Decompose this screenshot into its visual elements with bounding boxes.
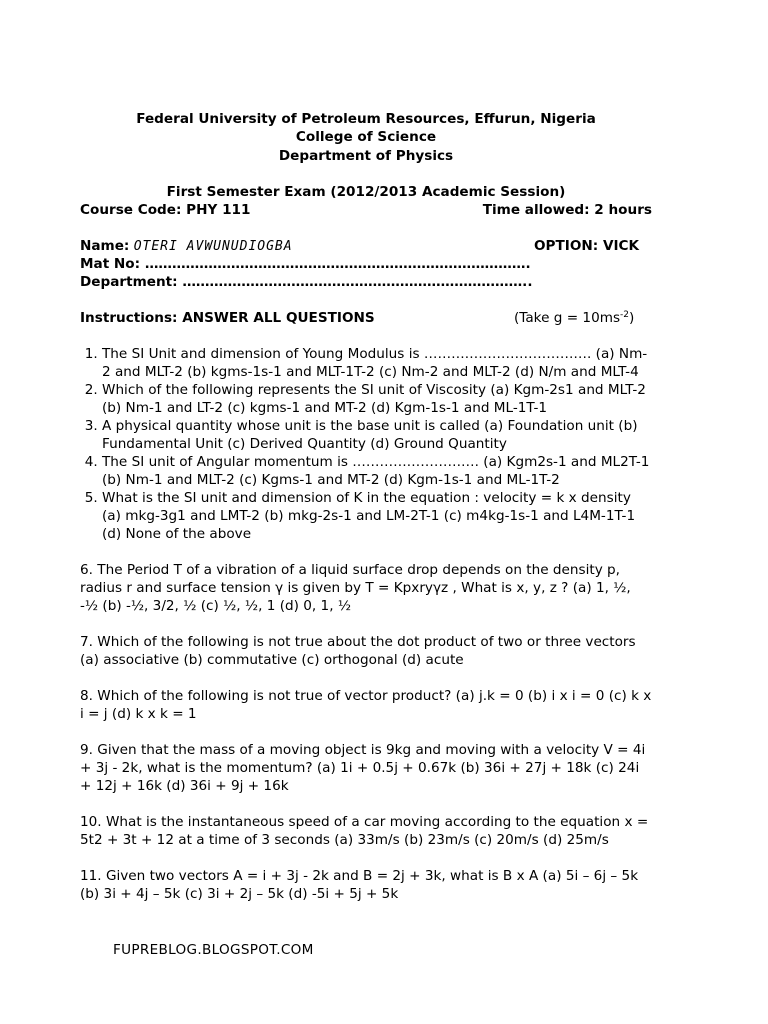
- question-10: 10. What is the instantaneous speed of a car moving according to the equation x = 5t2 + 3t + 12 at a time of 3 seconds (a) 33m/s (b) 23m/s (c) 20m/s (d) 25m/s: [80, 814, 649, 849]
- exam-title: First Semester Exam (2012/2013 Academic Session): [166, 183, 566, 200]
- q5-text: What is the SI unit and dimension of K in the equation : velocity = k x density (a) mkg-3g1 and LMT-2 (b) mkg-2s-1 and LM-2T-1 (c) m4kg-1s-1 and L4M-1T-1 (d) None of the above: [102, 490, 636, 543]
- department-line: Department: …………………………………………………………………..: [80, 274, 533, 291]
- question-9: 9. Given that the mass of a moving object is 9kg and moving with a velocity V = 4i + 3j - 2k, what is the momentum? (a) 1i + 0.5j + 0.67k (b) 36i + 27j + 18k (c) 24i + 12j + 16k (d) 36i + 9j + 16k: [80, 742, 646, 795]
- question-2: [102, 381, 652, 417]
- header: [80, 110, 652, 201]
- question-1: [102, 345, 652, 381]
- question-11: 11. Given two vectors A = i + 3j - 2k and B = 2j + 3k, what is B x A (a) 5i – 6j – 5k (b) 3i + 4j – 5k (c) 3i + 2j – 5k (d) -5i + 5j + 5k: [80, 868, 639, 903]
- question-4: [102, 453, 652, 489]
- q2-text: Which of the following represents the SI unit of Viscosity (a) Kgm-2s1 and MLT-2 (b) Nm-1 and LT-2 (c) kgms-1 and MT-2 (d) Kgm-1s-1 and ML-1T-1: [102, 382, 646, 417]
- name-label: Name:: [80, 238, 130, 255]
- gravity-note: (Take $g = 10ms^{-2}$): [514, 310, 635, 327]
- question-3: 3. A physical quantity whose unit is the base unit is called (a) Foundation unit (b) Fundamental Unit (c) Derived Quantity (d) Ground Quantity: [102, 417, 652, 453]
- name-row: [80, 237, 652, 255]
- footer-url: FUPREBLOG.BLOGSPOT.COM: [113, 942, 314, 958]
- exam-page: [80, 110, 652, 903]
- option-label: OPTION: VICK: [534, 238, 640, 255]
- instructions-text: Instructions: ANSWER ALL QUESTIONS: [80, 310, 375, 327]
- q4-text: The SI unit of Angular momentum is ………………………. (a) Kgm2s-1 and ML2T-1 (b) Nm-1 and MLT-2 (c) Kgms-1 and MT-2 (d) Kgm-1s-1 and ML-1T-2: [102, 454, 650, 489]
- time-allowed: Time allowed: 2 hours: [482, 202, 652, 219]
- course-code: Course Code: PHY 111: [80, 202, 251, 219]
- college-name: College of Science: [295, 129, 437, 146]
- university-name: Federal University of Petroleum Resources, Effurun, Nigeria: [136, 111, 596, 127]
- department-name: Department of Physics: [278, 147, 454, 164]
- question-6: 6. The Period T of a vibration of a liquid surface drop depends on the density p, radius r and surface tension γ is given by T = Kpxryγz , What is x, y, z ? (a) 1, ½, -½ (b) -½, 3/2, ½ (c) ½, ½, 1 (d) 0, 1, ½: [80, 562, 631, 615]
- course-row: [80, 201, 652, 219]
- name-value: OTERI AVWUNUDIOGBA: [133, 239, 293, 255]
- q1-text: The SI Unit and dimension of Young Modulus is ………………………………. (a) Nm-2 and MLT-2 (b) kgms-1s-1 and MLT-1T-2 (c) Nm-2 and MLT-2 (d) N/m and MLT-4: [102, 346, 648, 381]
- question-8: 8. Which of the following is not true of vector product? (a) j.k = 0 (b) i x i = 0 (c) k x i = j (d) k x k = 1: [80, 688, 652, 723]
- question-5: [102, 489, 652, 543]
- instructions-row: [80, 309, 652, 327]
- question-list: [80, 345, 652, 543]
- question-7: 7. Which of the following is not true about the dot product of two or three vectors (a) associative (b) commutative (c) orthogonal (d) acute: [80, 634, 636, 669]
- mat-no-line: Mat No: ………………………………………………………………………….: [80, 256, 531, 273]
